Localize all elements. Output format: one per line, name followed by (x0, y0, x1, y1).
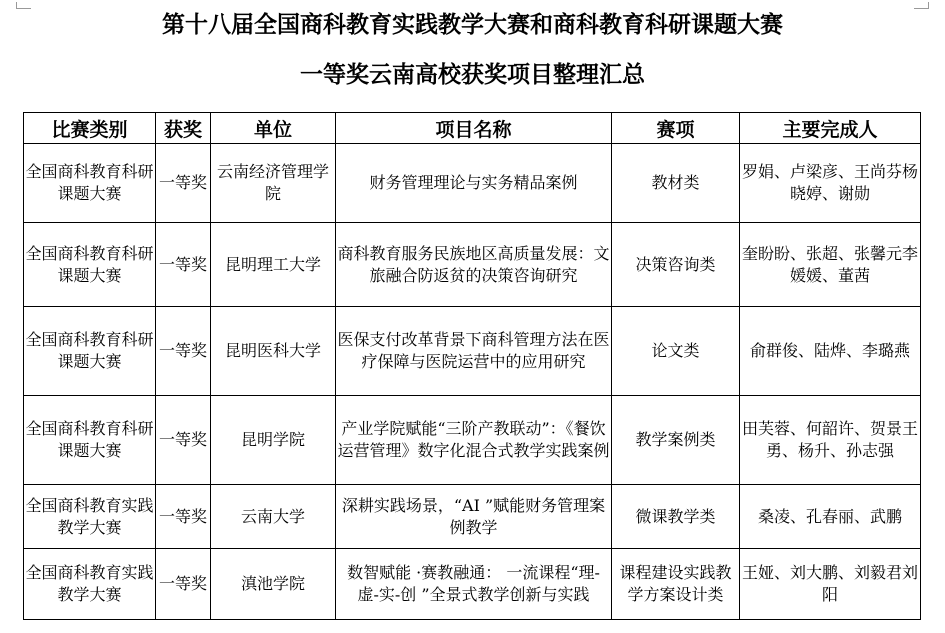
cell-project-name: 产业学院赋能“三阶产教联动”：《餐饮运营管理》数字化混合式教学实践案例 (336, 396, 612, 485)
table-row (24, 223, 921, 307)
cell-main-contributors: 田芙蓉、何韶许、贺景王勇、杨升、孙志强 (740, 396, 921, 485)
cell-unit: 云南大学 (211, 485, 336, 549)
header-category: 比赛类别 (24, 113, 156, 144)
awards-table (23, 112, 921, 620)
cell-project-name: 财务管理理论与实务精品案例 (336, 144, 612, 223)
cell-award: 一等奖 (156, 485, 211, 549)
cell-project-name: 商科教育服务民族地区高质量发展：文旅融合防返贫的决策咨询研究 (336, 223, 612, 307)
cell-category: 全国商科教育科研课题大赛 (24, 144, 156, 223)
table-row (24, 144, 921, 223)
cell-award: 一等奖 (156, 396, 211, 485)
cell-main-contributors: 罗娟、卢梁彦、王尚芬杨晓婷、谢勋 (740, 144, 921, 223)
cell-category: 全国商科教育实践教学大赛 (24, 485, 156, 549)
cell-award: 一等奖 (156, 549, 211, 620)
table-row (24, 396, 921, 485)
page-corner-mark-right (914, 2, 929, 9)
table-row (24, 549, 921, 620)
cell-main-contributors: 桑凌、孔春丽、武鹏 (740, 485, 921, 549)
cell-category: 全国商科教育科研课题大赛 (24, 396, 156, 485)
cell-event: 教学案例类 (612, 396, 740, 485)
cell-event: 课程建设实践教学方案设计类 (612, 549, 740, 620)
cell-main-contributors: 俞群俊、陆烨、李璐燕 (740, 307, 921, 396)
table-row (24, 485, 921, 549)
cell-project-name: 数智赋能 ·赛教融通： 一流课程“理-虚-实-创 ”全景式教学创新与实践 (336, 549, 612, 620)
cell-award: 一等奖 (156, 307, 211, 396)
cell-category: 全国商科教育科研课题大赛 (24, 307, 156, 396)
cell-unit: 云南经济管理学院 (211, 144, 336, 223)
header-unit: 单位 (211, 113, 336, 144)
cell-unit: 昆明理工大学 (211, 223, 336, 307)
document-title: 第十八届全国商科教育实践教学大赛和商科教育科研课题大赛 (162, 11, 783, 38)
document-subtitle: 一等奖云南高校获奖项目整理汇总 (300, 61, 645, 88)
page-corner-mark-left (16, 2, 31, 9)
cell-unit: 昆明学院 (211, 396, 336, 485)
header-main-contributors: 主要完成人 (740, 113, 921, 144)
cell-event: 论文类 (612, 307, 740, 396)
cell-event: 决策咨询类 (612, 223, 740, 307)
header-award: 获奖 (156, 113, 211, 144)
cell-category: 全国商科教育科研课题大赛 (24, 223, 156, 307)
cell-event: 微课教学类 (612, 485, 740, 549)
cell-unit: 滇池学院 (211, 549, 336, 620)
cell-event: 教材类 (612, 144, 740, 223)
cell-main-contributors: 王娅、刘大鹏、刘毅君刘阳 (740, 549, 921, 620)
cell-main-contributors: 奎盼盼、张超、张馨元李媛媛、董茜 (740, 223, 921, 307)
table-row (24, 307, 921, 396)
cell-project-name: 深耕实践场景，“AI ”赋能财务管理案例教学 (336, 485, 612, 549)
cell-award: 一等奖 (156, 144, 211, 223)
cell-category: 全国商科教育实践教学大赛 (24, 549, 156, 620)
cell-award: 一等奖 (156, 223, 211, 307)
header-project-name: 项目名称 (336, 113, 612, 144)
cell-unit: 昆明医科大学 (211, 307, 336, 396)
cell-project-name: 医保支付改革背景下商科管理方法在医疗保障与医院运营中的应用研究 (336, 307, 612, 396)
header-event: 赛项 (612, 113, 740, 144)
table-header-row (24, 113, 921, 144)
